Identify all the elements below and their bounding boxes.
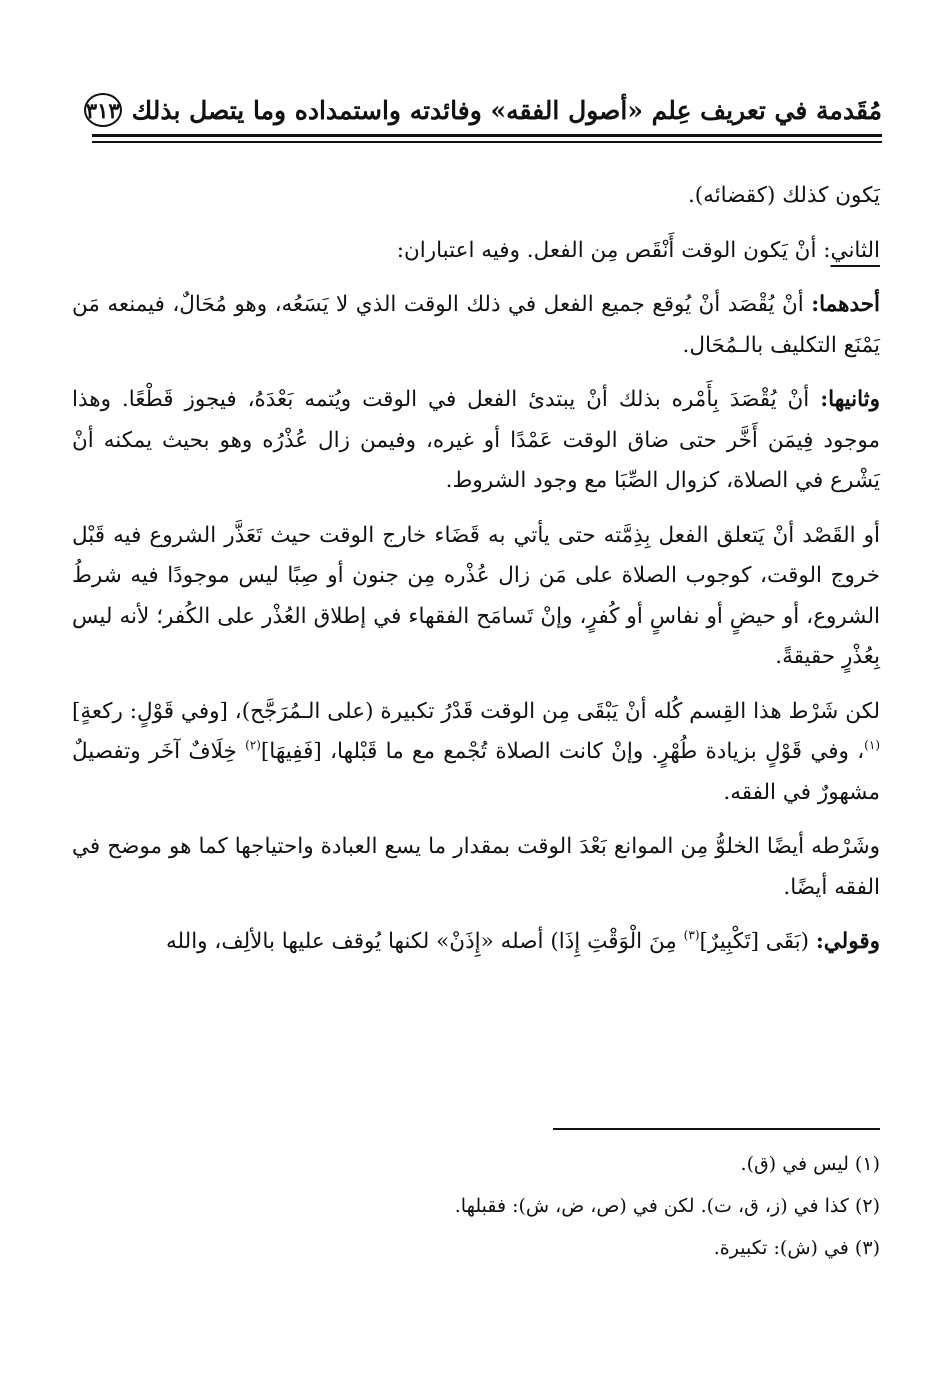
paragraph-text: : أنْ يَكون الوقت أَنْقَص مِن الفعل. وفيه اعتباران: xyxy=(396,237,831,263)
footnote-2: (٢) كذا في (ز، ق، ت). لكن في (ص، ض، ش): فقبلها. xyxy=(454,1195,880,1217)
paragraph-8 xyxy=(72,922,880,963)
paragraph-text: خِلَافٌ آخَر وتفصيلٌ مشهورٌ في الفقه. xyxy=(72,739,880,805)
paragraph-lead: أحدهما: xyxy=(811,292,880,317)
footnote-separator xyxy=(553,1128,880,1130)
footnotes xyxy=(72,1146,880,1272)
footnote-marker: (١) xyxy=(864,738,880,752)
header-rule-thick xyxy=(92,134,882,137)
paragraph-text: لكن شَرْط هذا القِسم كُله أنْ يَبْقَى مِن الوقت قَدْرُ تكبيرة (على الـمُرَجَّح)، [وفي قَوْلٍ: ركعةٍ] xyxy=(72,698,880,724)
paragraph-text: (بَقَى [تَكْبِيرٌ] xyxy=(699,929,816,954)
paragraph-text: أنْ يُقْصَدَ بِأَمْره بذلك أنْ يبتدئ الفعل في الوقت ويُتمه بَعْدَهُ، فيجوز قَطْعًا. وهذا موجود فِيمَن أَخَّر حتى ضاق الوقت عَمْدًا أو غيره، وفيمن زال عُذْرُه وهو بحيث يمكنه أنْ يَشْرع في الصلاة، كزوال الصِّبَا مع وجود الشروط. xyxy=(72,387,880,493)
footnote-marker: (٣) xyxy=(683,928,700,942)
footnote-3: (٣) في (ش): تكبيرة. xyxy=(713,1237,880,1259)
paragraph-text: يَكون كذلك (كقضائه). xyxy=(687,183,880,208)
paragraph-text: أو القَصْد أنْ يَتعلق الفعل بِذِمَّته حتى يأتي به قَضَاء خارج الوقت حيث تَعَذَّر الشروع فيه قَبْل خروج الوقت، كوجوب الصلاة على مَن زال عُذْره مِن جنون أو صِبًا ليس موجودًا فيه شرطُ الشروع، أو حيضٍ أو نفاسٍ أو كُفرٍ، وإنْ تَسامَح الفقهاء في إطلاق العُذْر على الكُفر؛ لأنه ليس بِعُذْرٍ حقيقةً. xyxy=(72,522,880,669)
main-text xyxy=(72,176,880,977)
paragraph-1 xyxy=(72,176,880,217)
paragraph-lead: الثاني xyxy=(830,237,880,263)
paragraph-lead: وقولي: xyxy=(815,929,880,954)
paragraph-text: أنْ يُقْصَد أنْ يُوقع جميع الفعل في ذلك الوقت الذي لا يَسَعُه، وهو مُحَالٌ، فيمنعه مَن يَمْنَع التكليف بالـمُحَال. xyxy=(72,292,880,358)
page-number: ٣١٣ xyxy=(84,93,122,127)
paragraph-text: ، وفي قَوْلٍ بزيادة طُهْرٍ. وإنْ كانت الصلاة تُجْمع مع ما قَبْلها، [فَفِيهَا] xyxy=(260,739,865,764)
paragraph-3 xyxy=(72,285,880,366)
paragraph-5 xyxy=(72,516,880,678)
paragraph-7 xyxy=(72,827,880,908)
footnote-1: (١) ليس في (ق). xyxy=(740,1153,880,1175)
paragraph-lead: وثانيها: xyxy=(820,387,880,412)
footnote-marker: (٢) xyxy=(245,738,261,752)
paragraph-text: مِنَ الْوَقْتِ إِذَا) أصله «إِذَنْ» لكنها يُوقف عليها بالألِف، والله xyxy=(166,929,684,954)
running-title: مُقَدمة في تعريف عِلم «أصول الفقه» وفائدته واستمداده وما يتصل بذلك xyxy=(131,95,882,125)
paragraph-text: وشَرْطه أيضًا الخلوُّ مِن الموانع بَعْدَ الوقت بمقدار ما يسع العبادة واحتياجها كما هو موضح في الفقه أيضًا. xyxy=(72,834,880,900)
header-rule-thin xyxy=(92,141,882,143)
paragraph-4 xyxy=(72,380,880,502)
paragraph-2 xyxy=(72,231,880,272)
paragraph-6 xyxy=(72,692,880,814)
page-header xyxy=(85,88,882,132)
